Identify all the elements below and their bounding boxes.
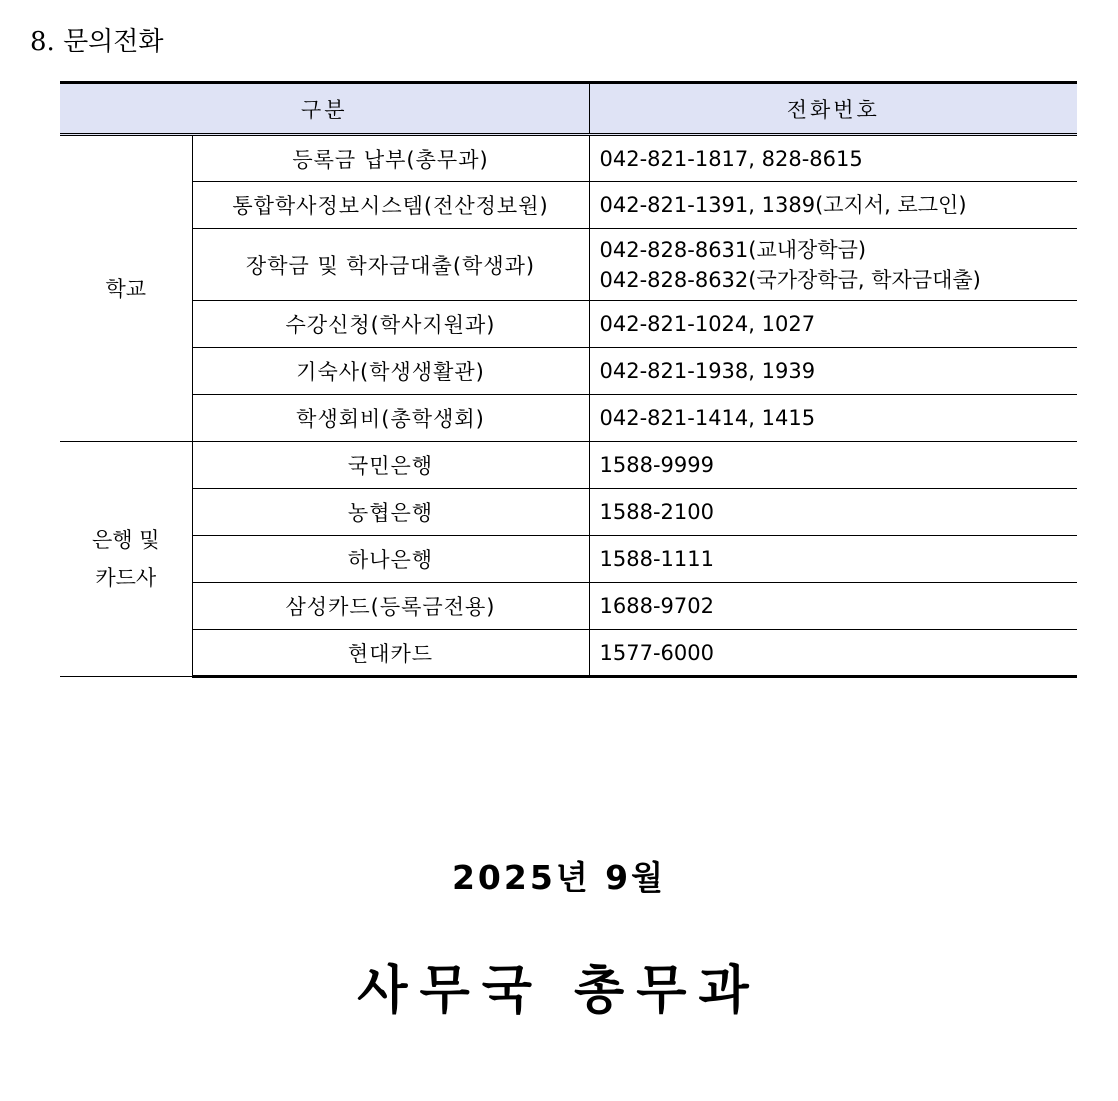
phone-line: 1588-1111 bbox=[599, 547, 714, 571]
section-title: 8. 문의전화 bbox=[30, 27, 164, 57]
phone-number bbox=[589, 630, 1077, 677]
phone-line: 042-821-1024, 1027 bbox=[599, 312, 816, 336]
item-label: 삼성카드(등록금전용) bbox=[192, 583, 589, 630]
item-label: 현대카드 bbox=[192, 630, 589, 677]
phone-number bbox=[589, 229, 1077, 301]
table-row bbox=[60, 630, 1077, 677]
table-header-row bbox=[60, 83, 1077, 135]
table-row bbox=[60, 583, 1077, 630]
phone-line: 1688-9702 bbox=[599, 594, 714, 618]
item-label: 통합학사정보시스템(전산정보원) bbox=[192, 182, 589, 229]
phone-line: 042-821-1391, 1389(고지서, 로그인) bbox=[599, 193, 967, 217]
phone-number bbox=[589, 442, 1077, 489]
item-label: 국민은행 bbox=[192, 442, 589, 489]
table-row bbox=[60, 489, 1077, 536]
header-category: 구분 bbox=[60, 83, 589, 135]
table-row bbox=[60, 395, 1077, 442]
item-label: 학생회비(총학생회) bbox=[192, 395, 589, 442]
phone-number bbox=[589, 395, 1077, 442]
phone-line: 042-828-8632(국가장학금, 학자금대출) bbox=[599, 267, 981, 292]
group-banks-cards bbox=[60, 442, 192, 677]
phone-line: 042-821-1938, 1939 bbox=[599, 359, 816, 383]
phone-line: 042-828-8631(교내장학금) bbox=[599, 237, 867, 262]
table-row bbox=[60, 348, 1077, 395]
phone-number bbox=[589, 135, 1077, 182]
phone-number bbox=[589, 301, 1077, 348]
table-row bbox=[60, 182, 1077, 229]
group-school: 학교 bbox=[60, 135, 192, 442]
item-label: 하나은행 bbox=[192, 536, 589, 583]
contact-table bbox=[60, 81, 1077, 678]
phone-number bbox=[589, 536, 1077, 583]
phone-line: 042-821-1817, 828-8615 bbox=[599, 146, 863, 171]
table-row bbox=[60, 536, 1077, 583]
item-label: 등록금 납부(총무과) bbox=[192, 135, 589, 182]
phone-number bbox=[589, 182, 1077, 229]
phone-line: 1577-6000 bbox=[599, 640, 714, 665]
phone-number bbox=[589, 583, 1077, 630]
group-label-line: 카드사 bbox=[95, 566, 157, 590]
table-row bbox=[60, 135, 1077, 182]
group-label-line: 은행 및 bbox=[91, 528, 160, 552]
table-row bbox=[60, 229, 1077, 301]
phone-number bbox=[589, 348, 1077, 395]
table-row bbox=[60, 301, 1077, 348]
phone-line: 1588-2100 bbox=[599, 500, 714, 524]
item-label: 장학금 및 학자금대출(학생과) bbox=[192, 229, 589, 301]
footer-office: 사무국 총무과 bbox=[357, 961, 761, 1021]
item-label: 농협은행 bbox=[192, 489, 589, 536]
item-label: 수강신청(학사지원과) bbox=[192, 301, 589, 348]
table-row bbox=[60, 442, 1077, 489]
header-phone: 전화번호 bbox=[589, 83, 1077, 135]
footer-date: 2025년 9월 bbox=[451, 858, 667, 897]
phone-line: 1588-9999 bbox=[599, 453, 714, 477]
phone-line: 042-821-1414, 1415 bbox=[599, 406, 816, 430]
phone-number bbox=[589, 489, 1077, 536]
item-label: 기숙사(학생생활관) bbox=[192, 348, 589, 395]
